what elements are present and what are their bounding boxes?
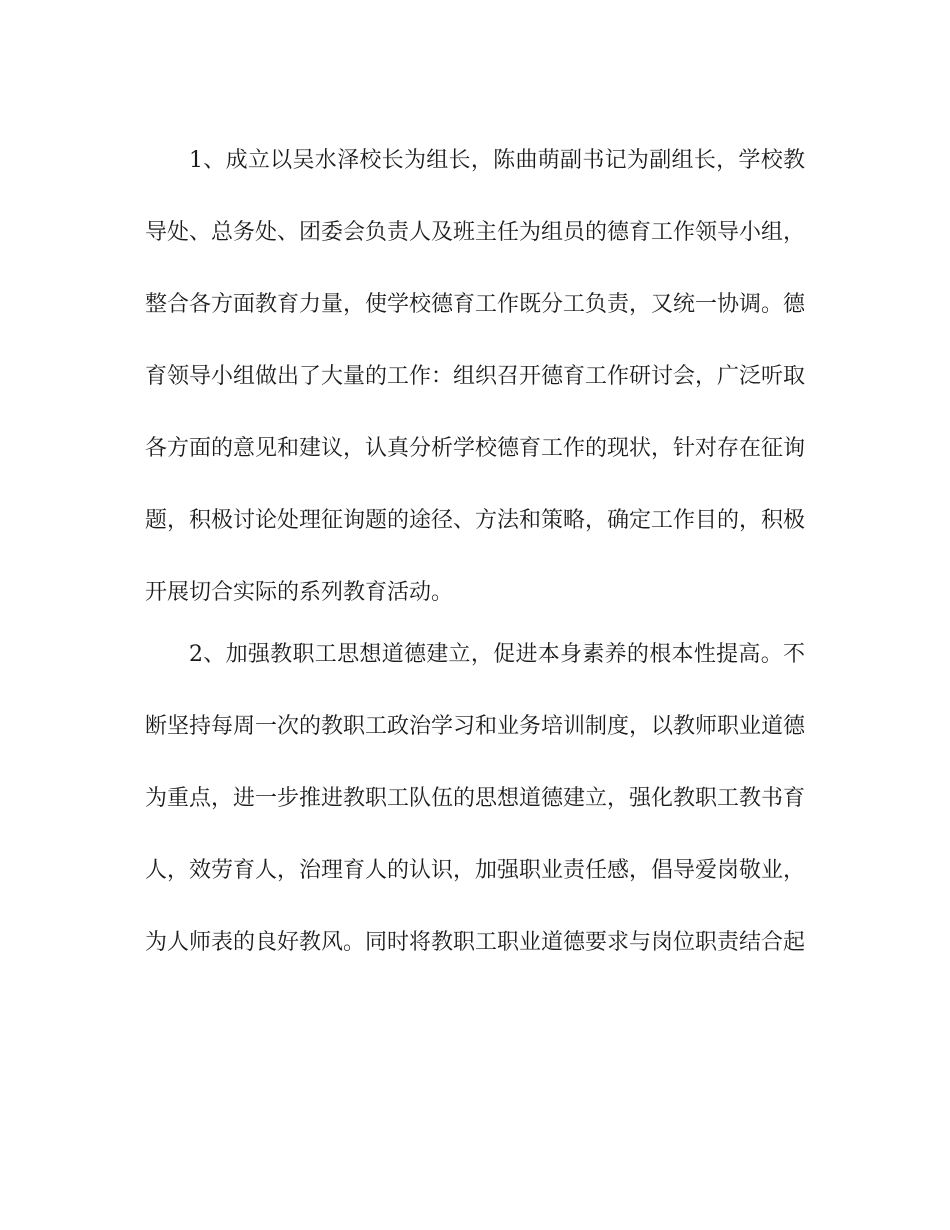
paragraph-2-line-2: 断坚持每周一次的教职工政治学习和业务培训制度，以教师职业道德 bbox=[145, 714, 805, 739]
paragraph-1-line-3: 整合各方面教育力量，使学校德育工作既分工负责，又统一协调。德 bbox=[145, 292, 805, 317]
paragraph-2-line-1: 2、加强教职工思想道德建立，促进本身素养的根本性提高。不 bbox=[189, 642, 805, 667]
paragraph-2-line-5: 为人师表的良好教风。同时将教职工职业道德要求与岗位职责结合起 bbox=[145, 930, 805, 955]
paragraph-1-line-4: 育领导小组做出了大量的工作：组织召开德育工作研讨会，广泛听取 bbox=[145, 364, 805, 389]
paragraph-1-line-6: 题，积极讨论处理征询题的途径、方法和策略，确定工作目的，积极 bbox=[145, 508, 805, 533]
paragraph-2-line-3: 为重点，进一步推进教职工队伍的思想道德建立，强化教职工教书育 bbox=[145, 786, 805, 811]
paragraph-1-line-5: 各方面的意见和建议，认真分析学校德育工作的现状，针对存在征询 bbox=[145, 436, 805, 461]
paragraph-1-line-7: 开展切合实际的系列教育活动。 bbox=[145, 580, 454, 605]
paragraph-1-line-2: 导处、总务处、团委会负责人及班主任为组员的德育工作领导小组， bbox=[145, 220, 805, 245]
paragraph-2-line-4: 人，效劳育人，治理育人的认识，加强职业责任感，倡导爱岗敬业， bbox=[145, 858, 805, 883]
paragraph-1-line-1: 1、成立以吴水泽校长为组长，陈曲萌副书记为副组长，学校教 bbox=[189, 148, 805, 173]
